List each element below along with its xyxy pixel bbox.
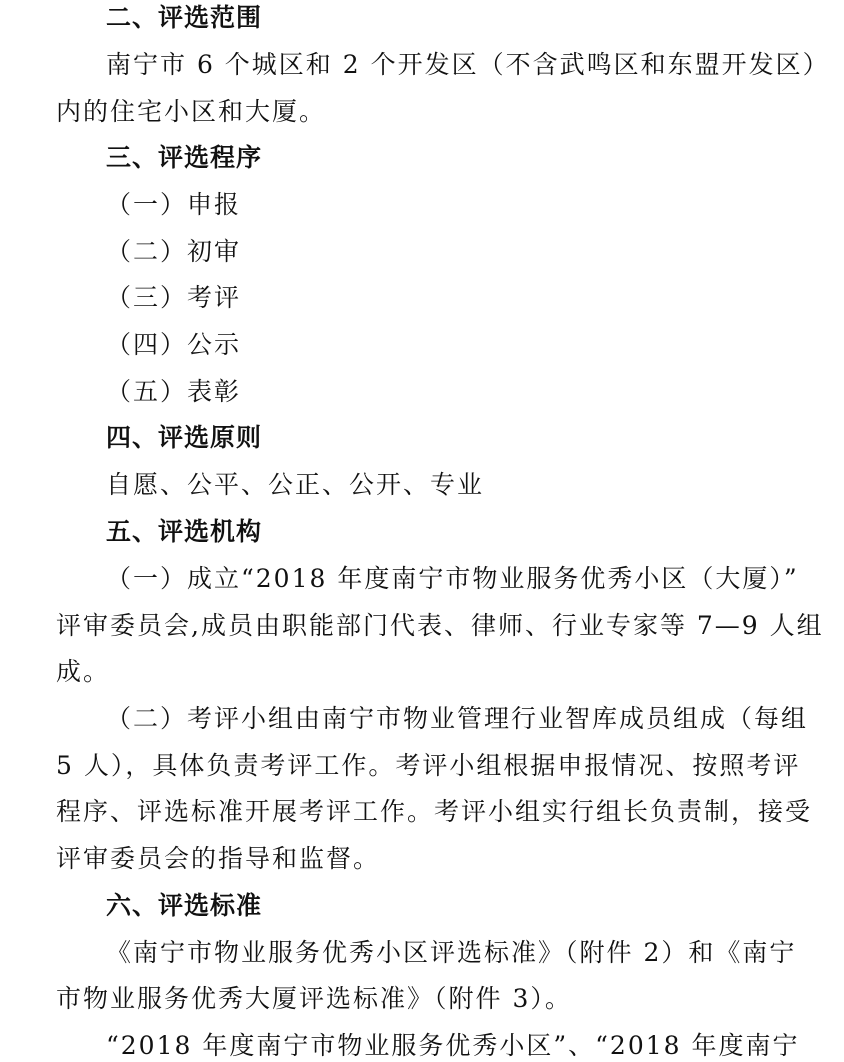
paragraph-line: 自愿、公平、公正、公开、专业: [106, 470, 485, 499]
paragraph-line: “2018 年度南宁市物业服务优秀小区”、“2018 年度南宁: [106, 1031, 800, 1060]
paragraph-line: 南宁市 6 个城区和 2 个开发区（不含武鸣区和东盟开发区）: [106, 50, 830, 79]
paragraph-line: 程序、评选标准开展考评工作。考评小组实行组长负责制，接受: [56, 797, 813, 826]
paragraph-line: 内的住宅小区和大厦。: [56, 97, 327, 126]
paragraph-line: 5 人），具体负责考评工作。考评小组根据申报情况、按照考评: [56, 751, 801, 780]
list-item: （三）考评: [106, 283, 242, 312]
paragraph-line: 评审委员会的指导和监督。: [56, 844, 381, 873]
paragraph-line: 评审委员会,成员由职能部门代表、律师、行业专家等 7—9 人组: [56, 611, 824, 640]
section-heading-procedure: 三、评选程序: [106, 143, 263, 172]
paragraph-line: 成。: [56, 657, 111, 686]
paragraph-line: 《南宁市物业服务优秀小区评选标准》（附件 2）和《南宁: [106, 938, 797, 967]
section-heading-principles: 四、评选原则: [106, 423, 263, 452]
paragraph-line: （二）考评小组由南宁市物业管理行业智库成员组成（每组: [106, 704, 809, 733]
section-heading-scope: 二、评选范围: [106, 3, 263, 32]
list-item: （二）初审: [106, 237, 242, 266]
list-item: （五）表彰: [106, 377, 242, 406]
list-item: （一）申报: [106, 190, 242, 219]
paragraph-line: 市物业服务优秀大厦评选标准》（附件 3）。: [56, 984, 572, 1013]
paragraph-line: （一）成立“2018 年度南宁市物业服务优秀小区（大厦）”: [106, 564, 799, 593]
section-heading-organization: 五、评选机构: [106, 517, 263, 546]
list-item: （四）公示: [106, 330, 242, 359]
section-heading-standards: 六、评选标准: [106, 891, 263, 920]
